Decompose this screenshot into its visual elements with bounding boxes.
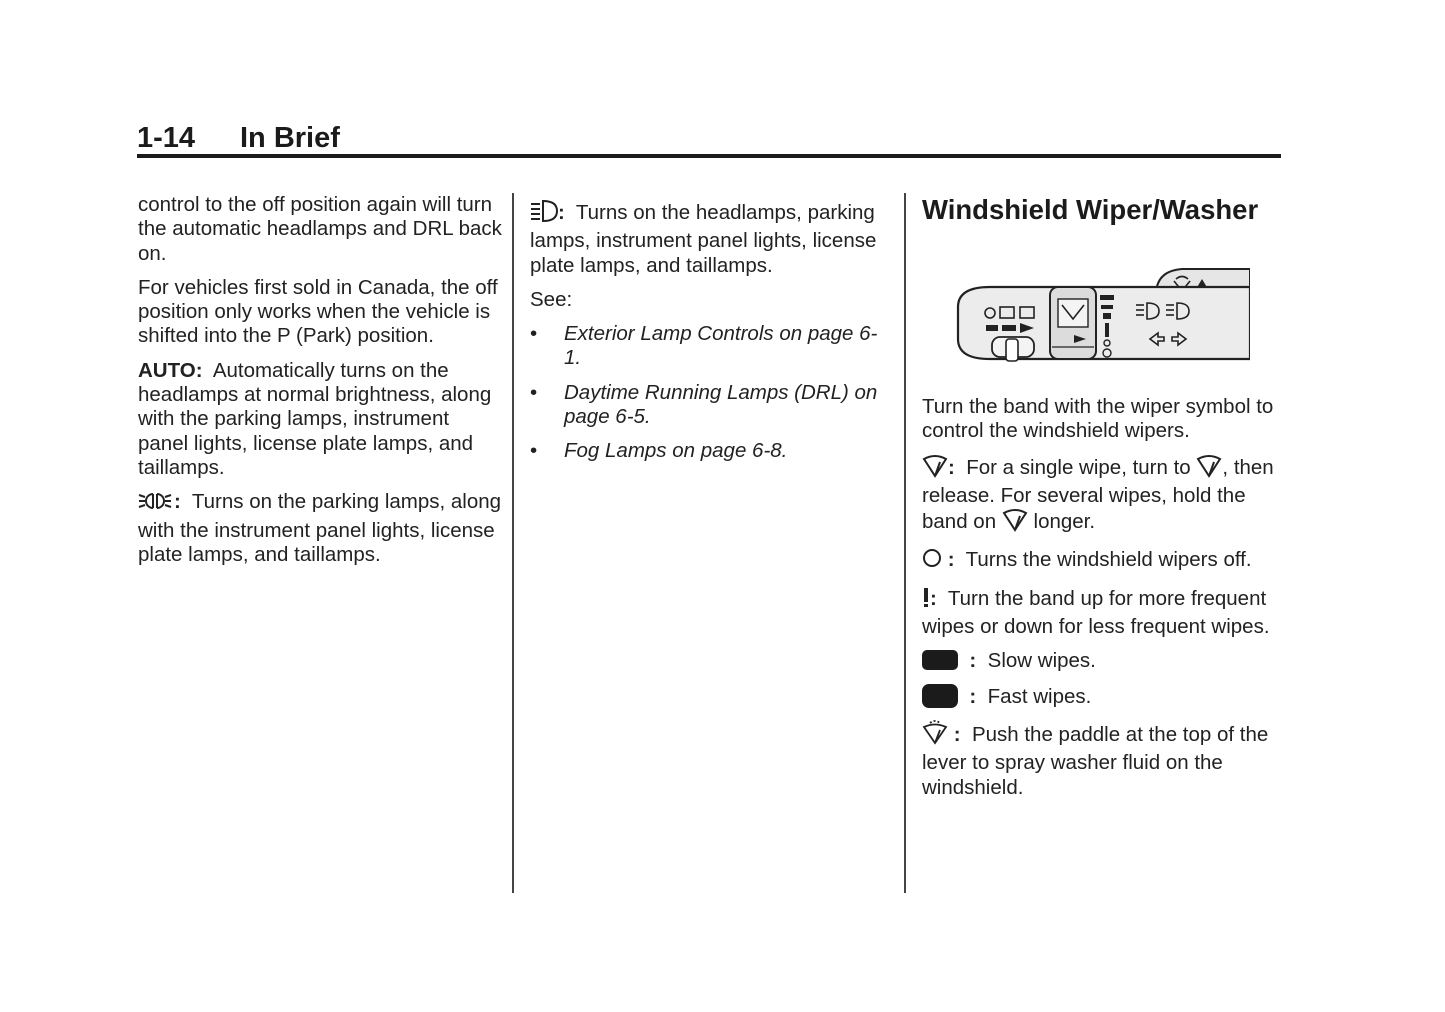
page-number: 1-14 xyxy=(137,122,196,154)
single-text-b: , then release. For several wipes, hold the band on xyxy=(922,455,1274,534)
paragraph-washer xyxy=(922,719,1287,800)
parking-text: Turns on the parking lamps, along with the instrument panel lights, license plate lamps, and taillamps. xyxy=(138,490,502,566)
fast-wipe-icon xyxy=(922,684,958,708)
column-2 xyxy=(530,193,890,474)
section-title: Windshield Wiper/Washer xyxy=(922,194,1259,225)
washer-colon: : xyxy=(953,722,961,746)
off-colon: : xyxy=(947,548,955,572)
paragraph-headlamps xyxy=(530,199,890,278)
off-circle-icon xyxy=(922,548,942,576)
parking-colon: : xyxy=(174,490,181,514)
washer-text: Push the paddle at the top of the lever to spray washer fluid on the windshield. xyxy=(922,722,1269,799)
slow-wipe-icon xyxy=(922,650,958,670)
single-colon: : xyxy=(948,455,955,479)
slow-colon: : xyxy=(969,649,977,673)
delay-colon: : xyxy=(930,586,937,610)
off-text: Turns the windshield wipers off. xyxy=(965,548,1252,572)
wiper-icon xyxy=(1002,508,1028,538)
paragraph-wiper-intro: Turn the band with the wiper symbol to control the windshield wipers. xyxy=(922,395,1274,443)
auto-text: Automatically turns on the headlamps at normal brightness, along with the parking lamps, instrument panel lights, license plate lamps, and taillamps. xyxy=(138,358,492,479)
wiper-icon xyxy=(1196,454,1222,484)
paragraph-delay xyxy=(922,587,1287,640)
wiper-icon xyxy=(922,454,948,484)
single-text-c: longer. xyxy=(1033,510,1096,534)
paragraph-off xyxy=(922,548,1287,576)
list-item[interactable]: • Fog Lamps on page 6-8. xyxy=(530,439,788,463)
paragraph-slow xyxy=(922,649,1287,673)
fast-text: Fast wipes. xyxy=(987,684,1092,708)
paragraph-parking xyxy=(138,490,503,567)
column-divider-2 xyxy=(904,193,906,893)
reference-link[interactable]: Fog Lamps on page 6-8. xyxy=(564,439,788,463)
column-divider-1 xyxy=(512,193,514,893)
paragraph-single-wipe xyxy=(922,454,1287,539)
parking-lamp-icon xyxy=(138,490,174,518)
reference-link[interactable]: Daytime Running Lamps (DRL) on page 6-5. xyxy=(564,380,878,429)
delay-text: Turn the band up for more frequent wipes or down for less frequent wipes. xyxy=(922,586,1270,639)
wiper-lever-illustration xyxy=(950,243,1250,373)
fast-colon: : xyxy=(969,684,977,708)
column-3 xyxy=(922,193,1287,810)
delay-bar-icon xyxy=(922,587,930,615)
headlamp-colon: : xyxy=(558,201,565,224)
slow-text: Slow wipes. xyxy=(987,649,1096,673)
page-header xyxy=(137,120,1281,158)
headlamp-icon xyxy=(530,199,558,229)
reference-list xyxy=(530,322,890,463)
paragraph-drl: control to the off position again will turn the automatic headlamps and DRL back on. xyxy=(138,193,502,265)
list-item[interactable]: • Daytime Running Lamps (DRL) on page 6-5. xyxy=(530,380,878,429)
page-title: In Brief xyxy=(240,122,340,154)
reference-link[interactable]: Exterior Lamp Controls on page 6-1. xyxy=(564,322,878,370)
paragraph-fast xyxy=(922,684,1287,709)
single-text-a: For a single wipe, turn to xyxy=(966,455,1191,479)
see-label: See: xyxy=(530,287,573,311)
headlamp-text: Turns on the headlamps, parking lamps, instrument panel lights, license plate lamps, and taillamps. xyxy=(530,201,877,277)
paragraph-auto xyxy=(138,359,503,480)
header-rule xyxy=(137,154,1281,158)
auto-label: AUTO: xyxy=(138,358,203,382)
list-item[interactable]: • Exterior Lamp Controls on page 6-1. xyxy=(530,322,878,370)
washer-icon xyxy=(922,719,948,751)
paragraph-canada: For vehicles first sold in Canada, the off position only works when the vehicle is shifted into the P (Park) position. xyxy=(138,275,498,348)
column-1 xyxy=(138,193,503,577)
